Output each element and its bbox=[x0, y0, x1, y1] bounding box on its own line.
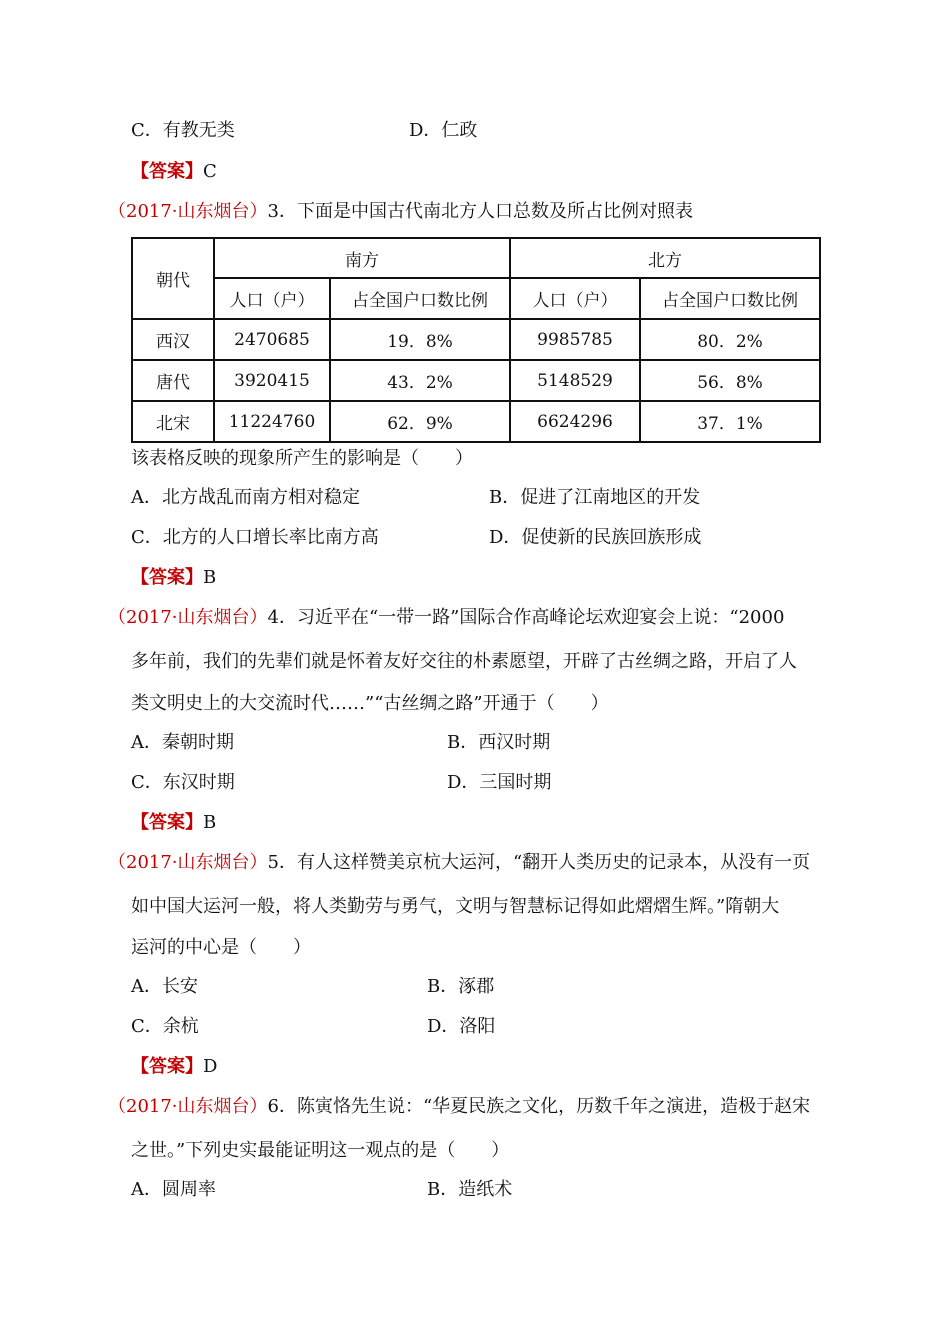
q5-option-a: A．长安 bbox=[131, 976, 198, 997]
north-header: 北方 bbox=[510, 238, 820, 278]
table-row bbox=[132, 319, 820, 360]
q3-source: （2017·山东烟台） bbox=[108, 201, 268, 222]
q5-line1: 5．有人这样赞美京杭大运河，“翻开人类历史的记录本，从没有一页 bbox=[267, 852, 811, 873]
q4-source: （2017·山东烟台） bbox=[108, 607, 268, 628]
dynasty-cell: 唐代 bbox=[132, 360, 214, 401]
answer-value: D bbox=[203, 1056, 218, 1077]
q4-option-b: B．西汉时期 bbox=[447, 732, 551, 753]
q4-line1: 4．习近平在“一带一路”国际合作高峰论坛欢迎宴会上说：“2000 bbox=[267, 607, 785, 628]
q4-stem-line3: 类文明史上的大交流时代……”“古丝绸之路”开通于（ ） bbox=[131, 693, 609, 714]
q3-question: 该表格反映的现象所产生的影响是（ ） bbox=[131, 448, 473, 469]
option-c: C．有教无类 bbox=[131, 120, 235, 141]
q5-stem-line2: 如中国大运河一般，将人类勤劳与勇气，文明与智慧标记得如此熠熠生辉。”隋朝大 bbox=[131, 896, 780, 917]
table-row bbox=[132, 401, 820, 442]
answer-tag: 【答案】 bbox=[131, 812, 203, 833]
north-pop-header: 人口（户） bbox=[510, 278, 640, 319]
north-pop-cell: 9985785 bbox=[510, 319, 640, 360]
q5-stem-line3: 运河的中心是（ ） bbox=[131, 937, 311, 958]
north-ratio-cell: 56．8% bbox=[640, 360, 820, 401]
q3-option-c: C．北方的人口增长率比南方高 bbox=[131, 527, 379, 548]
q4-option-d: D．三国时期 bbox=[447, 772, 552, 793]
north-ratio-cell: 80．2% bbox=[640, 319, 820, 360]
answer-value: C bbox=[203, 161, 217, 182]
q5-option-d: D．洛阳 bbox=[427, 1016, 496, 1037]
south-pop-cell: 3920415 bbox=[214, 360, 330, 401]
q3-option-b: B．促进了江南地区的开发 bbox=[489, 487, 701, 508]
q4-option-a: A．秦朝时期 bbox=[131, 732, 234, 753]
north-ratio-cell: 37．1% bbox=[640, 401, 820, 442]
q6-option-b: B．造纸术 bbox=[427, 1179, 513, 1200]
north-pop-cell: 6624296 bbox=[510, 401, 640, 442]
q5-option-b: B．涿郡 bbox=[427, 976, 495, 997]
answer-value: B bbox=[203, 812, 217, 833]
q6-stem-line2: 之世。”下列史实最能证明这一观点的是（ ） bbox=[131, 1140, 510, 1161]
q3-option-d: D．促使新的民族回族形成 bbox=[489, 527, 702, 548]
q5-source: （2017·山东烟台） bbox=[108, 852, 268, 873]
north-ratio-header: 占全国户口数比例 bbox=[640, 278, 820, 319]
south-header: 南方 bbox=[214, 238, 510, 278]
q4-option-c: C．东汉时期 bbox=[131, 772, 235, 793]
q3-stem-text: 3．下面是中国古代南北方人口总数及所占比例对照表 bbox=[267, 201, 693, 222]
q5-stem-line1 bbox=[108, 851, 810, 875]
q3-option-a: A．北方战乱而南方相对稳定 bbox=[131, 487, 360, 508]
dynasty-header: 朝代 bbox=[132, 238, 214, 319]
q6-stem-line1 bbox=[108, 1095, 810, 1119]
dynasty-cell: 西汉 bbox=[132, 319, 214, 360]
q6-line1: 6．陈寅恪先生说：“华夏民族之文化，历数千年之演进，造极于赵宋 bbox=[267, 1096, 811, 1117]
option-d: D．仁政 bbox=[409, 120, 478, 141]
q4-answer-line bbox=[131, 811, 216, 835]
q5-answer-line bbox=[131, 1055, 217, 1079]
q3-answer-line bbox=[131, 566, 216, 590]
south-pop-cell: 2470685 bbox=[214, 319, 330, 360]
south-ratio-cell: 62．9% bbox=[330, 401, 510, 442]
answer-tag: 【答案】 bbox=[131, 567, 203, 588]
population-table bbox=[131, 237, 821, 443]
q6-source: （2017·山东烟台） bbox=[108, 1096, 268, 1117]
q4-stem-line2: 多年前，我们的先辈们就是怀着友好交往的朴素愿望，开辟了古丝绸之路，开启了人 bbox=[131, 651, 797, 672]
answer-tag: 【答案】 bbox=[131, 1056, 203, 1077]
q5-option-c: C．余杭 bbox=[131, 1016, 199, 1037]
q3-stem bbox=[108, 200, 693, 224]
south-pop-cell: 11224760 bbox=[214, 401, 330, 442]
answer-tag: 【答案】 bbox=[131, 161, 203, 182]
dynasty-cell: 北宋 bbox=[132, 401, 214, 442]
answer-line bbox=[131, 160, 217, 184]
q6-option-a: A．圆周率 bbox=[131, 1179, 216, 1200]
answer-value: B bbox=[203, 567, 217, 588]
south-ratio-cell: 19．8% bbox=[330, 319, 510, 360]
q4-stem-line1 bbox=[108, 606, 784, 630]
north-pop-cell: 5148529 bbox=[510, 360, 640, 401]
south-ratio-header: 占全国户口数比例 bbox=[330, 278, 510, 319]
south-pop-header: 人口（户） bbox=[214, 278, 330, 319]
table-row bbox=[132, 360, 820, 401]
south-ratio-cell: 43．2% bbox=[330, 360, 510, 401]
